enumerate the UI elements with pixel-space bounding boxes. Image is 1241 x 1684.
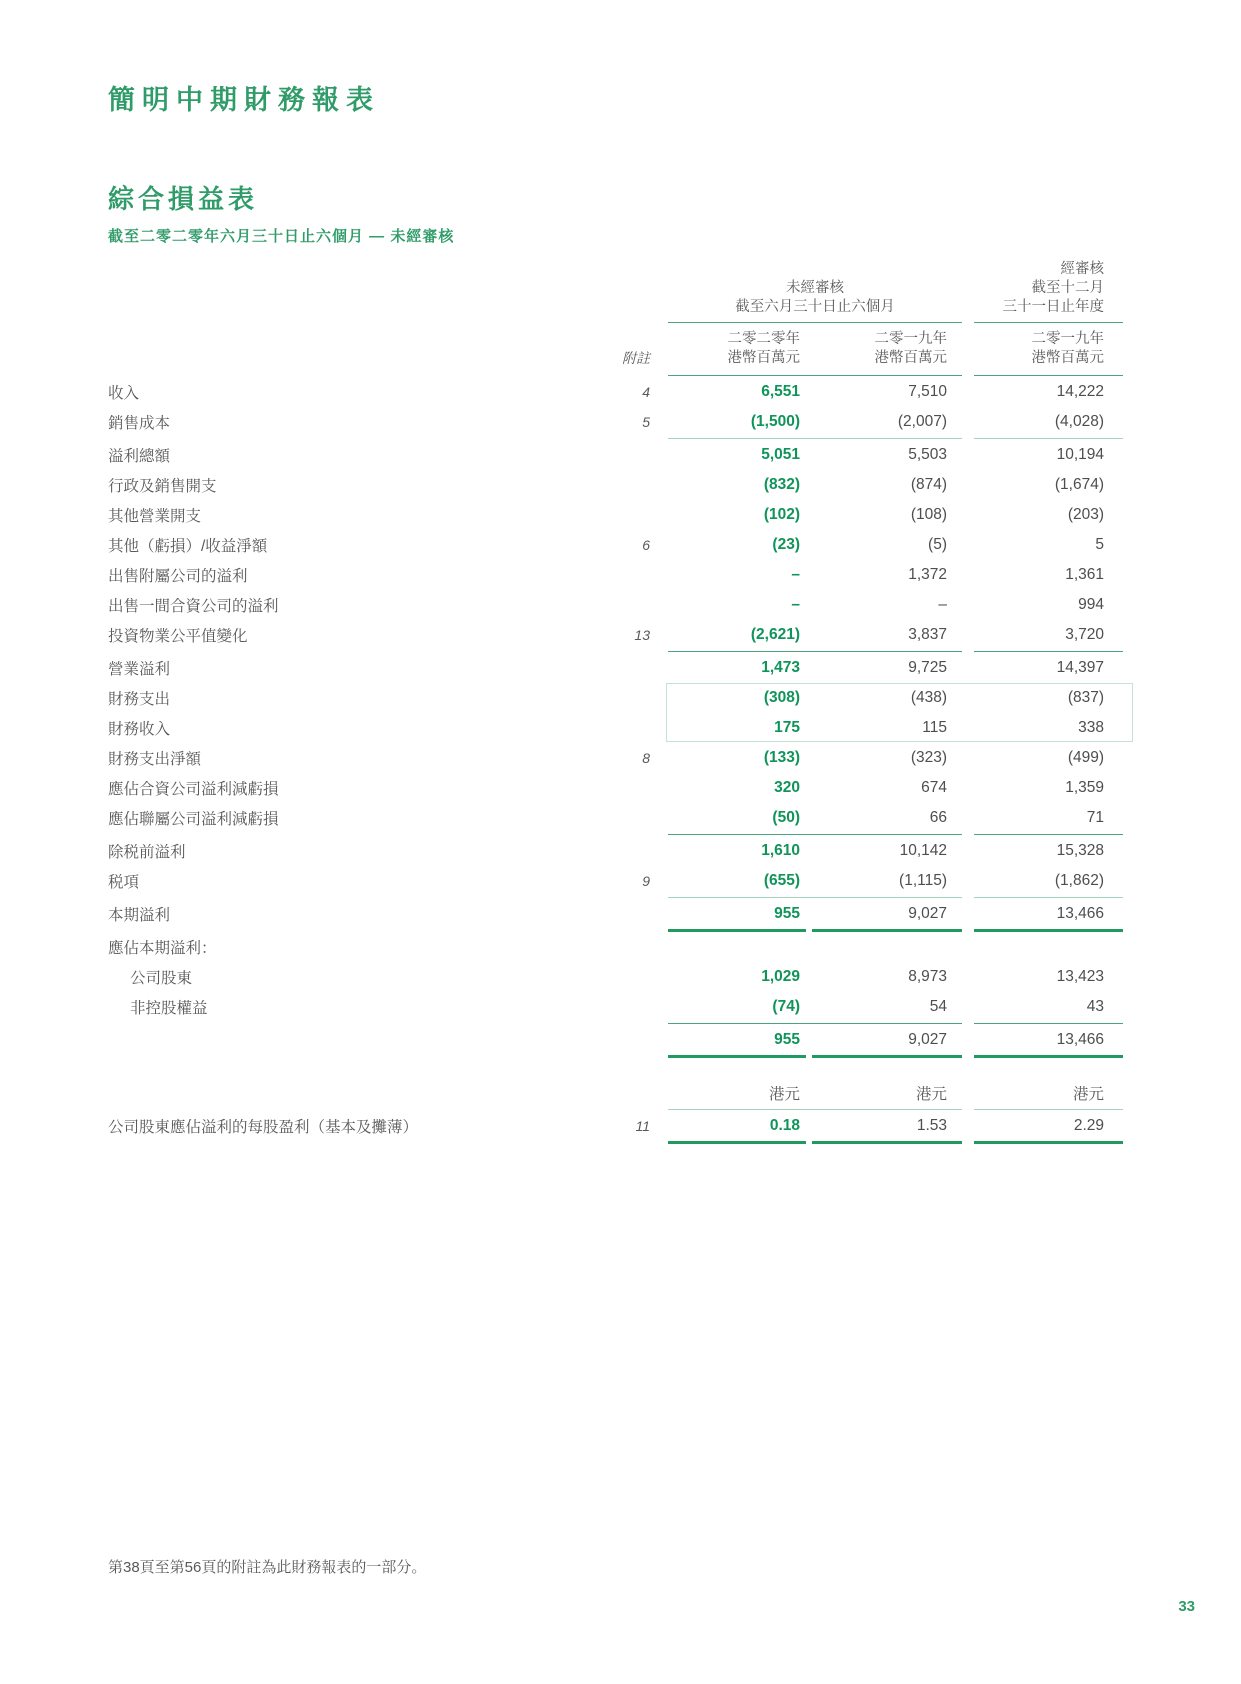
value-2019-annual: 14,222 xyxy=(1056,383,1104,400)
value-2019-annual: 5 xyxy=(1095,536,1104,553)
column-year: 二零二零年 xyxy=(727,331,800,347)
value-2019-interim: (108) xyxy=(910,506,947,523)
value-2020: (50) xyxy=(772,809,800,826)
value-2019-interim: 674 xyxy=(921,779,947,796)
year-unit-header-row xyxy=(108,330,1123,374)
column-group-header-row xyxy=(108,260,1123,323)
table-spacer xyxy=(108,1058,1123,1078)
rule-right xyxy=(974,1023,1123,1024)
value-2019-annual: (1,674) xyxy=(1054,476,1104,493)
audited-label: 經審核 xyxy=(1060,261,1104,277)
row-note: 11 xyxy=(635,1118,650,1134)
row-label: 財務支出 xyxy=(108,691,171,708)
value-2019-annual: 13,466 xyxy=(1056,1031,1104,1048)
thick-rule-col2 xyxy=(812,1055,962,1058)
row-note: 5 xyxy=(642,414,650,430)
value-2019-interim: (5) xyxy=(928,536,947,553)
value-2019-annual: 338 xyxy=(1078,719,1104,736)
header-rule-left xyxy=(668,375,962,376)
value-2019-interim: 9,725 xyxy=(908,659,947,676)
table-row xyxy=(108,440,1123,470)
row-label: 收入 xyxy=(108,385,140,402)
value-2019-annual: (4,028) xyxy=(1054,413,1104,430)
column-unit: 港幣百萬元 xyxy=(1031,350,1104,366)
value-2020: (133) xyxy=(763,749,800,766)
value-2019-interim: (1,115) xyxy=(899,872,947,889)
rule-left xyxy=(668,897,962,898)
unaudited-group-header xyxy=(668,279,962,323)
page-content xyxy=(108,0,1123,1144)
table-row xyxy=(108,620,1123,650)
row-label: 財務支出淨額 xyxy=(108,751,202,768)
value-2019-interim: 54 xyxy=(929,998,947,1015)
value-2019-interim: 9,027 xyxy=(908,905,947,922)
value-2020: 955 xyxy=(774,1031,800,1048)
column-unit: 港幣百萬元 xyxy=(874,350,947,366)
value-2020: (832) xyxy=(763,476,800,493)
value-2019-annual: (1,862) xyxy=(1054,872,1104,889)
unaudited-label: 未經審核 xyxy=(786,280,844,296)
table-row xyxy=(108,866,1123,896)
column-unit: 港幣百萬元 xyxy=(727,350,800,366)
row-label: 銷售成本 xyxy=(108,415,171,432)
row-label: 溢利總額 xyxy=(108,448,171,465)
value-2019-annual: (203) xyxy=(1067,506,1104,523)
row-label: 行政及銷售開支 xyxy=(108,478,217,495)
row-note: 13 xyxy=(634,627,650,643)
thick-rule-col3 xyxy=(974,929,1123,932)
value-2019-interim: 10,142 xyxy=(899,842,947,859)
row-label: 税項 xyxy=(108,874,140,891)
value-2020: 5,051 xyxy=(761,446,800,463)
value-2019-interim: (2,007) xyxy=(897,413,947,430)
value-2019-annual: 15,328 xyxy=(1056,842,1104,859)
value-2020: (655) xyxy=(763,872,800,889)
value-2020: – xyxy=(791,566,800,583)
unaudited-period: 截至六月三十日止六個月 xyxy=(735,299,895,315)
table-row xyxy=(108,500,1123,530)
table-row xyxy=(108,1025,1123,1055)
rule-right xyxy=(974,834,1123,835)
audited-group-header xyxy=(974,260,1123,323)
table-row xyxy=(108,713,1123,743)
value-2020: 955 xyxy=(774,905,800,922)
value-2020: (2,621) xyxy=(750,626,800,643)
statement-subtitle: 截至二零二零年六月三十日止六個月 — 未經審核 xyxy=(108,228,455,245)
table-row xyxy=(108,407,1123,437)
document-title: 簡明中期財務報表 xyxy=(108,85,380,115)
thick-rule-col1 xyxy=(668,1141,806,1144)
table-row xyxy=(108,653,1123,683)
value-2020: (308) xyxy=(763,689,800,706)
table-row xyxy=(108,773,1123,803)
row-label: 其他營業開支 xyxy=(108,508,202,525)
value-2020: (74) xyxy=(772,998,800,1015)
rule-right xyxy=(974,897,1123,898)
table-row xyxy=(108,377,1123,407)
column-header-2019-annual xyxy=(974,330,1123,368)
value-2019-annual: (837) xyxy=(1067,689,1104,706)
row-label: 應佔聯屬公司溢利減虧損 xyxy=(108,811,279,828)
header-rule-right xyxy=(974,375,1123,376)
value-2019-annual: 13,423 xyxy=(1056,968,1104,985)
finance-costs-group xyxy=(108,683,1123,743)
rule-right xyxy=(974,438,1123,439)
value-2019-interim: 9,027 xyxy=(908,1031,947,1048)
row-label: 非控股權益 xyxy=(130,1000,208,1017)
audited-period-line2: 三十一日止年度 xyxy=(1002,299,1104,315)
row-label: 出售附屬公司的溢利 xyxy=(108,568,248,585)
value-2020: 0.18 xyxy=(769,1117,800,1134)
table-row xyxy=(108,1111,1123,1141)
footnote: 第38頁至第56頁的附註為此財務報表的一部分。 xyxy=(108,1559,427,1576)
table-row xyxy=(108,560,1123,590)
table-row xyxy=(108,992,1123,1022)
table-row xyxy=(108,590,1123,620)
row-label: 投資物業公平值變化 xyxy=(108,628,248,645)
statement-title: 綜合損益表 xyxy=(108,184,259,214)
value-2020: 320 xyxy=(774,779,800,796)
value-2020: – xyxy=(791,596,800,613)
table-row xyxy=(108,803,1123,833)
row-label: 其他（虧損）/收益淨額 xyxy=(108,538,268,555)
value-2020: (102) xyxy=(763,506,800,523)
table-row xyxy=(108,932,1123,962)
value-2019-annual: 43 xyxy=(1086,998,1104,1015)
value-2020: (1,500) xyxy=(750,413,800,430)
value-2019-annual: 14,397 xyxy=(1056,659,1104,676)
income-statement-rows xyxy=(108,377,1123,1144)
table-row xyxy=(108,1078,1123,1108)
column-year: 二零一九年 xyxy=(874,331,947,347)
value-2019-interim: 港元 xyxy=(915,1086,947,1103)
value-2019-annual: 994 xyxy=(1078,596,1104,613)
row-label: 公司股東應佔溢利的每股盈利（基本及攤薄） xyxy=(108,1119,419,1136)
row-label: 出售一間合資公司的溢利 xyxy=(108,598,279,615)
row-label: 應佔本期溢利： xyxy=(108,940,217,957)
value-2019-annual: 13,466 xyxy=(1056,905,1104,922)
row-label: 公司股東 xyxy=(130,970,193,987)
row-note: 6 xyxy=(642,537,650,553)
value-2019-annual: 1,361 xyxy=(1065,566,1104,583)
value-2019-interim: 1,372 xyxy=(908,566,947,583)
value-2019-interim: 115 xyxy=(922,719,947,736)
rule-left xyxy=(668,1109,962,1110)
table-row xyxy=(108,899,1123,929)
value-2020: 1,473 xyxy=(761,659,800,676)
value-2020: 1,610 xyxy=(761,842,800,859)
rule-right xyxy=(974,651,1123,652)
value-2019-annual: 71 xyxy=(1086,809,1104,826)
thick-rule-col2 xyxy=(812,1141,962,1144)
column-year: 二零一九年 xyxy=(1031,331,1104,347)
table-row xyxy=(108,743,1123,773)
value-2019-annual: 1,359 xyxy=(1065,779,1104,796)
rule-left xyxy=(668,651,962,652)
row-note: 4 xyxy=(642,384,650,400)
value-2019-annual: 10,194 xyxy=(1056,446,1104,463)
table-rule-thick xyxy=(108,1141,1123,1144)
row-label: 財務收入 xyxy=(108,721,171,738)
thick-rule-col3 xyxy=(974,1141,1123,1144)
value-2020: 港元 xyxy=(768,1086,800,1103)
audited-period-line1: 截至十二月 xyxy=(1031,280,1104,296)
table-row xyxy=(108,962,1123,992)
row-label: 除税前溢利 xyxy=(108,844,186,861)
row-note: 8 xyxy=(642,750,650,766)
value-2019-interim: (323) xyxy=(910,749,947,766)
column-header-2020 xyxy=(668,330,812,368)
rule-left xyxy=(668,1023,962,1024)
value-2019-interim: 1.53 xyxy=(916,1117,947,1134)
value-2020: 175 xyxy=(774,719,800,736)
note-column-header: 附註 xyxy=(622,350,650,366)
value-2020: (23) xyxy=(772,536,800,553)
value-2020: 1,029 xyxy=(761,968,800,985)
page-number: 33 xyxy=(1178,1598,1195,1615)
thick-rule-col2 xyxy=(812,929,962,932)
thick-rule-col1 xyxy=(668,929,806,932)
row-note: 9 xyxy=(642,873,650,889)
row-label: 營業溢利 xyxy=(108,661,171,678)
value-2019-annual: 3,720 xyxy=(1065,626,1104,643)
value-2019-interim: (874) xyxy=(910,476,947,493)
table-row xyxy=(108,683,1123,713)
value-2019-interim: 3,837 xyxy=(908,626,947,643)
value-2019-interim: 66 xyxy=(929,809,947,826)
table-row xyxy=(108,530,1123,560)
row-label: 應佔合資公司溢利減虧損 xyxy=(108,781,279,798)
value-2019-annual: 2.29 xyxy=(1073,1117,1104,1134)
rule-left xyxy=(668,438,962,439)
table-row xyxy=(108,470,1123,500)
table-header xyxy=(108,260,1123,377)
value-2019-interim: 7,510 xyxy=(908,383,947,400)
table-row xyxy=(108,836,1123,866)
value-2019-annual: (499) xyxy=(1067,749,1104,766)
value-2019-interim: (438) xyxy=(910,689,947,706)
value-2019-interim: – xyxy=(938,596,947,613)
rule-left xyxy=(668,834,962,835)
rule-right xyxy=(974,1109,1123,1110)
value-2019-interim: 8,973 xyxy=(908,968,947,985)
value-2020: 6,551 xyxy=(761,383,800,400)
column-header-2019-interim xyxy=(812,330,962,368)
row-label: 本期溢利 xyxy=(108,907,171,924)
value-2019-annual: 港元 xyxy=(1072,1086,1104,1103)
thick-rule-col1 xyxy=(668,1055,806,1058)
thick-rule-col3 xyxy=(974,1055,1123,1058)
value-2019-interim: 5,503 xyxy=(908,446,947,463)
